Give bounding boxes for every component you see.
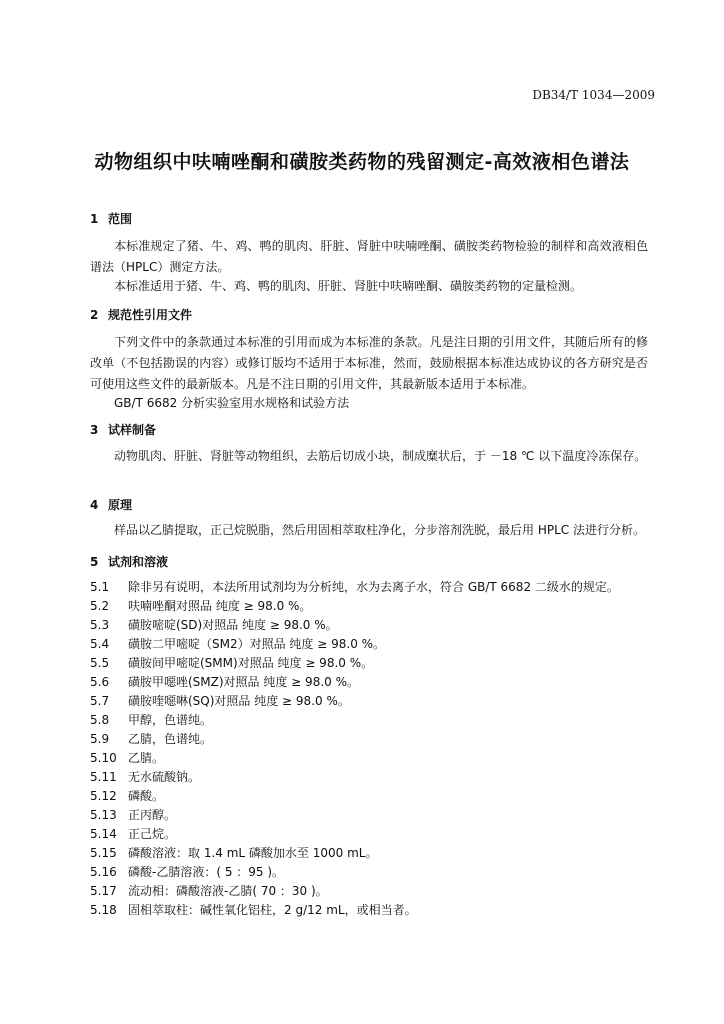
- clause-item: [90, 882, 650, 901]
- section-number: 5: [90, 555, 99, 569]
- clause-text: 甲醇，色谱纯。: [128, 713, 213, 727]
- clause-number: 5.4: [90, 637, 110, 651]
- section-heading-3: [90, 421, 156, 438]
- clause-text: 磺胺二甲嘧啶（SM2）对照品 纯度 ≥ 98.0 %。: [128, 637, 386, 651]
- clause-number: 5.12: [90, 789, 117, 803]
- clause-number: 5.14: [90, 827, 117, 841]
- clause-text: 磷酸溶液：取 1.4 mL 磷酸加水至 1000 mL。: [128, 846, 378, 860]
- section-heading-4: [90, 496, 132, 513]
- clause-item: [90, 578, 650, 597]
- clause-text: 乙腈，色谱纯。: [128, 732, 213, 746]
- clause-item: [90, 844, 650, 863]
- clause-text: 乙腈。: [128, 751, 165, 765]
- clause-text: 正丙醇。: [128, 808, 177, 822]
- clause-text: 磺胺喹噁啉(SQ)对照品 纯度 ≥ 98.0 %。: [128, 694, 350, 708]
- clause-item: [90, 901, 650, 920]
- section-number: 3: [90, 423, 99, 437]
- clause-item: [90, 768, 650, 787]
- clause-item: [90, 673, 650, 692]
- clause-number: 5.17: [90, 884, 117, 898]
- clause-number: 5.6: [90, 675, 110, 689]
- section-number: 1: [90, 212, 99, 226]
- clause-item: [90, 692, 650, 711]
- sample-prep-paragraph: 动物肌肉、肝脏、肾脏等动物组织，去筋后切成小块，制成糜状后，于 －18 ℃ 以下温度冷冻保存。: [114, 449, 647, 463]
- section-heading-2: [90, 306, 192, 323]
- section-heading-1: [90, 210, 132, 227]
- clause-text: 正己烷。: [128, 827, 177, 841]
- clause-text: 磺胺嘧啶(SD)对照品 纯度 ≥ 98.0 %。: [128, 618, 338, 632]
- clause-item: [90, 597, 650, 616]
- standard-number: DB34/T 1034—2009: [532, 88, 655, 102]
- reagent-clause-list: [90, 578, 650, 920]
- clause-number: 5.7: [90, 694, 110, 708]
- clause-text: 磺胺甲噁唑(SMZ)对照品 纯度 ≥ 98.0 %。: [128, 675, 359, 689]
- clause-number: 5.3: [90, 618, 110, 632]
- clause-item: [90, 825, 650, 844]
- clause-item: [90, 749, 650, 768]
- clause-number: 5.9: [90, 732, 110, 746]
- principle-paragraph: 样品以乙腈提取，正己烷脱脂，然后用固相萃取柱净化，分步溶剂洗脱，最后用 HPLC 法进行分析。: [114, 523, 645, 537]
- clause-text: 呋喃唑酮对照品 纯度 ≥ 98.0 %。: [128, 599, 312, 613]
- clause-number: 5.5: [90, 656, 110, 670]
- section-number: 2: [90, 308, 99, 322]
- clause-item: [90, 711, 650, 730]
- clause-text: 磷酸。: [128, 789, 165, 803]
- clause-text: 固相萃取柱：碱性氧化铝柱，2 g/12 mL，或相当者。: [128, 903, 417, 917]
- clause-number: 5.8: [90, 713, 110, 727]
- clause-number: 5.18: [90, 903, 117, 917]
- clause-text: 磷酸-乙腈溶液：( 5 ：95 )。: [128, 865, 285, 879]
- section-number: 4: [90, 498, 99, 512]
- clause-number: 5.2: [90, 599, 110, 613]
- clause-number: 5.11: [90, 770, 117, 784]
- clause-number: 5.13: [90, 808, 117, 822]
- document-title: 动物组织中呋喃唑酮和磺胺类药物的残留测定-高效液相色谱法: [94, 151, 630, 173]
- clause-text: 无水硫酸钠。: [128, 770, 201, 784]
- clause-text: 流动相：磷酸溶液-乙腈( 70 ：30 )。: [128, 884, 328, 898]
- section-title: 试样制备: [108, 423, 157, 437]
- clause-item: [90, 635, 650, 654]
- clause-item: [90, 787, 650, 806]
- clause-item: [90, 616, 650, 635]
- clause-number: 5.1: [90, 580, 110, 594]
- reference-item: GB/T 6682 分析实验室用水规格和试验方法: [114, 396, 350, 410]
- section-heading-5: [90, 553, 168, 570]
- section-title: 范围: [108, 212, 133, 226]
- section-title: 试剂和溶液: [108, 555, 169, 569]
- clause-item: [90, 806, 650, 825]
- clause-text: 除非另有说明，本法所用试剂均为分析纯，水为去离子水，符合 GB/T 6682 二级水的规定。: [128, 580, 619, 594]
- clause-item: [90, 730, 650, 749]
- clause-number: 5.16: [90, 865, 117, 879]
- clause-item: [90, 863, 650, 882]
- scope-paragraph-2: 本标准适用于猪、牛、鸡、鸭的肌肉、肝脏、肾脏中呋喃唑酮、磺胺类药物的定量检测。: [114, 279, 583, 293]
- section-title: 原理: [108, 498, 133, 512]
- scope-paragraph-1: 本标准规定了猪、牛、鸡、鸭的肌肉、肝脏、肾脏中呋喃唑酮、磺胺类药物检验的制样和高效液相色谱法（HPLC）测定方法。: [90, 239, 648, 274]
- clause-item: [90, 654, 650, 673]
- clause-text: 磺胺间甲嘧啶(SMM)对照品 纯度 ≥ 98.0 %。: [128, 656, 374, 670]
- references-paragraph: 下列文件中的条款通过本标准的引用而成为本标准的条款。凡是注日期的引用文件，其随后所有的修改单（不包括勘误的内容）或修订版均不适用于本标准，然而，鼓励根据本标准达成协议的各方研究是否可使用这些文件的最新版本。凡是不注日期的引用文件，其最新版本适用于本标准。: [90, 335, 648, 391]
- section-title: 规范性引用文件: [108, 308, 193, 322]
- clause-number: 5.15: [90, 846, 117, 860]
- clause-number: 5.10: [90, 751, 117, 765]
